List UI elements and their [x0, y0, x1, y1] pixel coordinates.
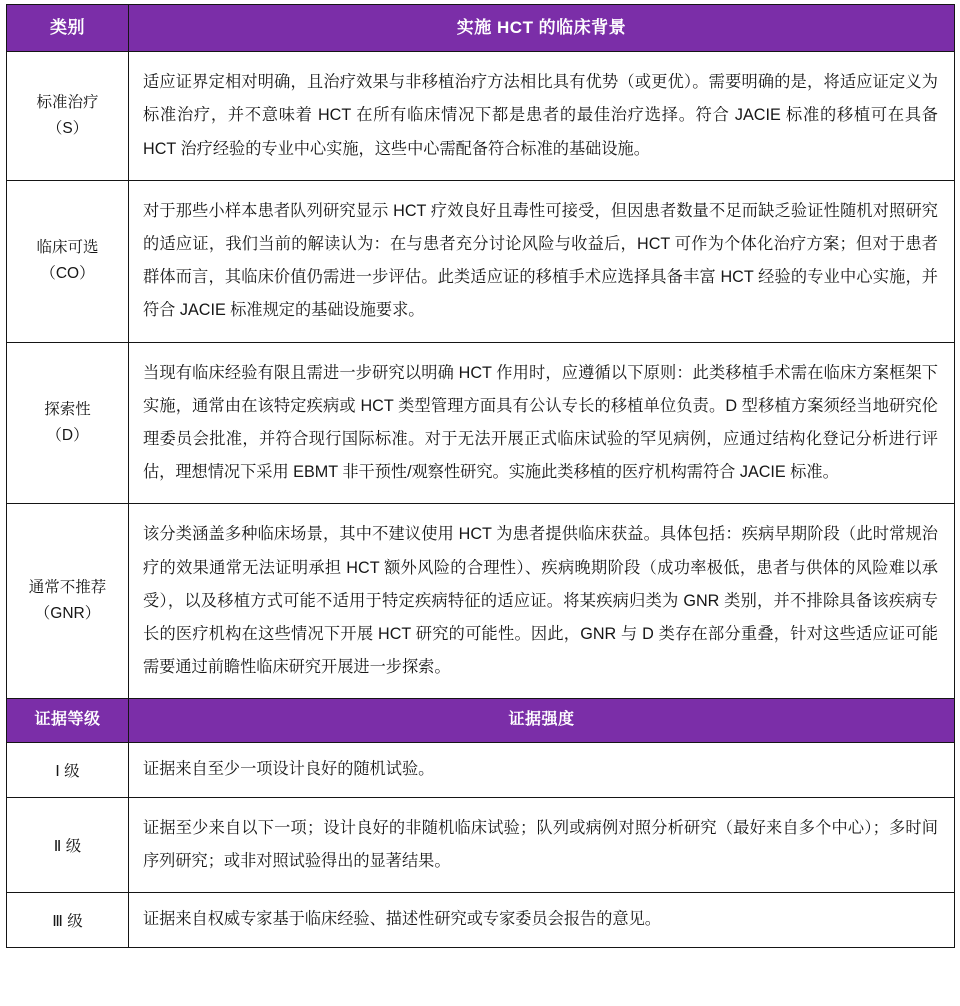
- category-cell-standard: [7, 52, 129, 181]
- table-row: [7, 798, 955, 893]
- description-cell-clinical-option: 对于那些小样本患者队列研究显示 HCT 疗效良好且毒性可接受，但因患者数量不足而缺乏验证性随机对照研究的适应证，我们当前的解读认为：在与患者充分讨论风险与收益后，HCT 可作为个体化治疗方案；但对于患者群体而言，其临床价值仍需进一步评估。此类适应证的移植手术应选择具备丰富 HCT 经验的专业中心实施，并符合 JACIE 标准规定的基础设施要求。: [129, 180, 955, 342]
- table-row: [7, 52, 955, 181]
- category-abbreviation: （CO）: [40, 265, 95, 283]
- description-cell-developmental: 当现有临床经验有限且需进一步研究以明确 HCT 作用时，应遵循以下原则：此类移植手术需在临床方案框架下实施，通常由在该特定疾病或 HCT 类型管理方面具有公认专长的移植单位负责。D 型移植方案须经当地研究伦理委员会批准，并符合现行国际标准。对于无法开展正式临床试验的罕见病例，应通过结构化登记分析进行评估，理想情况下采用 EBMT 非干预性/观察性研究。实施此类移植的医疗机构需符合 JACIE 标准。: [129, 342, 955, 504]
- category-abbreviation: （GNR）: [34, 605, 101, 623]
- evidence-strength-cell-i: 证据来自至少一项设计良好的随机试验。: [129, 743, 955, 798]
- table-row: [7, 504, 955, 699]
- category-abbreviation: （D）: [46, 426, 89, 444]
- category-cell-developmental: [7, 342, 129, 504]
- category-cell-clinical-option: [7, 180, 129, 342]
- evidence-level-cell-ii: Ⅱ 级: [7, 798, 129, 893]
- column-header-category: 类别: [7, 5, 129, 52]
- column-header-description: 实施 HCT 的临床背景: [129, 5, 955, 52]
- category-cell-gnr: [7, 504, 129, 699]
- table-row: [7, 180, 955, 342]
- table-row: [7, 342, 955, 504]
- description-cell-gnr: 该分类涵盖多种临床场景，其中不建议使用 HCT 为患者提供临床获益。具体包括：疾病早期阶段（此时常规治疗的效果通常无法证明承担 HCT 额外风险的合理性）、疾病晚期阶段（成功率极低，患者与供体的风险难以承受），以及移植方式可能不适用于特定疾病特征的适应证。将某疾病归类为 GNR 类别，并不排除具备该疾病专长的医疗机构在这些情况下开展 HCT 研究的可能性。因此，GNR 与 D 类存在部分重叠，针对这些适应证可能需要通过前瞻性临床研究开展进一步探索。: [129, 504, 955, 699]
- column-header-evidence-strength: 证据强度: [129, 699, 955, 743]
- evidence-level-cell-i: Ⅰ 级: [7, 743, 129, 798]
- evidence-strength-cell-iii: 证据来自权威专家基于临床经验、描述性研究或专家委员会报告的意见。: [129, 893, 955, 948]
- evidence-level-cell-iii: Ⅲ 级: [7, 893, 129, 948]
- table-row: [7, 743, 955, 798]
- column-header-evidence-level: 证据等级: [7, 699, 129, 743]
- table-row: [7, 893, 955, 948]
- hct-indication-table: [6, 4, 955, 948]
- description-cell-standard: 适应证界定相对明确，且治疗效果与非移植治疗方法相比具有优势（或更优）。需要明确的是，将适应证定义为标准治疗，并不意味着 HCT 在所有临床情况下都是患者的最佳治疗选择。符合 JACIE 标准的移植可在具备 HCT 治疗经验的专业中心实施，这些中心需配备符合标准的基础设施。: [129, 52, 955, 181]
- category-name: 标准治疗: [36, 93, 99, 111]
- category-name: 临床可选: [36, 238, 99, 256]
- evidence-strength-cell-ii: 证据至少来自以下一项；设计良好的非随机临床试验；队列或病例对照分析研究（最好来自多个中心）；多时间序列研究；或非对照试验得出的显著结果。: [129, 798, 955, 893]
- table-header-row: [7, 5, 955, 52]
- category-name: 探索性: [44, 400, 91, 418]
- evidence-header-row: [7, 699, 955, 743]
- category-name: 通常不推荐: [28, 578, 107, 596]
- category-abbreviation: （S）: [46, 119, 89, 137]
